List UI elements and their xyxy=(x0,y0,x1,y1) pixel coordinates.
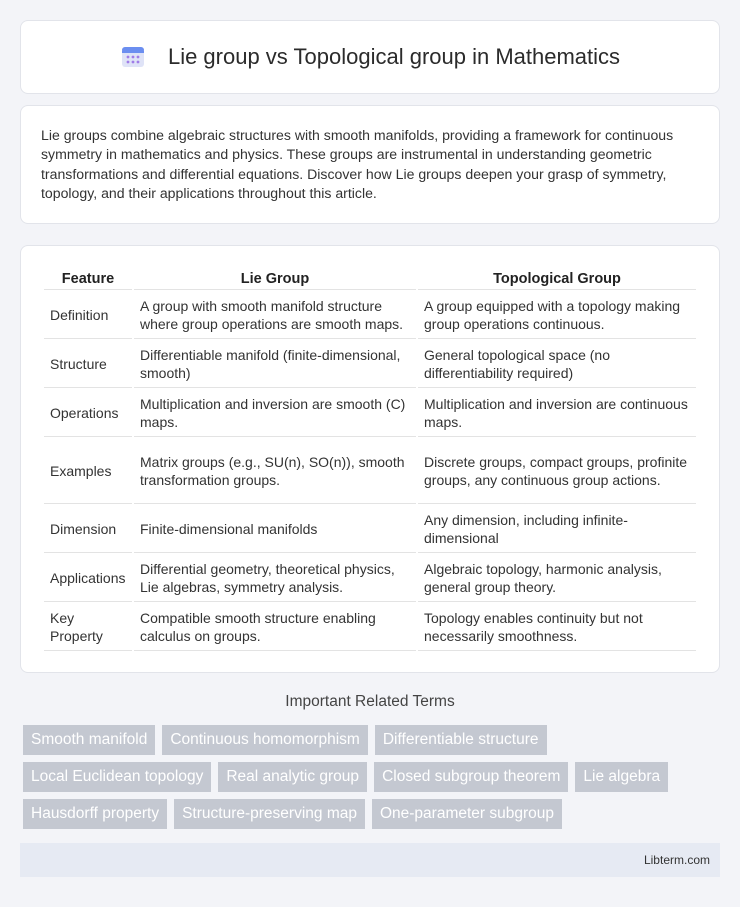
table-header-row xyxy=(44,266,696,290)
table-cell-topological: Multiplication and inversion are continuous maps. xyxy=(418,390,696,437)
related-term-tag[interactable]: Continuous homomorphism xyxy=(162,725,368,755)
comparison-table-card xyxy=(20,245,720,673)
related-terms-list xyxy=(23,725,723,829)
related-term-tag[interactable]: Structure-preserving map xyxy=(174,799,365,829)
related-term-tag[interactable]: Real analytic group xyxy=(218,762,367,792)
table-cell-feature: Dimension xyxy=(44,506,132,553)
footer-site-link[interactable]: Libterm.com xyxy=(643,853,710,867)
table-cell-feature: Key Property xyxy=(44,604,132,651)
table-cell-topological: A group equipped with a topology making group operations continuous. xyxy=(418,292,696,339)
table-cell-topological: Any dimension, including infinite-dimensional xyxy=(418,506,696,553)
table-row xyxy=(44,439,696,504)
table-cell-feature: Structure xyxy=(44,341,132,388)
table-cell-topological: Topology enables continuity but not necessarily smoothness. xyxy=(418,604,696,651)
table-cell-lie: Multiplication and inversion are smooth (C) maps. xyxy=(134,390,416,437)
comparison-table xyxy=(42,264,698,653)
table-row xyxy=(44,604,696,651)
table-cell-feature: Applications xyxy=(44,555,132,602)
table-cell-lie: A group with smooth manifold structure where group operations are smooth maps. xyxy=(134,292,416,339)
table-cell-topological: General topological space (no differentiability required) xyxy=(418,341,696,388)
table-cell-lie: Matrix groups (e.g., SU(n), SO(n)), smooth transformation groups. xyxy=(134,439,416,504)
table-cell-topological: Discrete groups, compact groups, profinite groups, any continuous group actions. xyxy=(418,439,696,504)
intro-card xyxy=(20,105,720,224)
page-title: Lie group vs Topological group in Mathematics xyxy=(167,44,621,69)
related-term-tag[interactable]: Closed subgroup theorem xyxy=(374,762,568,792)
related-term-tag[interactable]: Local Euclidean topology xyxy=(23,762,211,792)
table-row xyxy=(44,390,696,437)
related-term-tag[interactable]: Lie algebra xyxy=(575,762,668,792)
table-row xyxy=(44,555,696,602)
table-cell-feature: Definition xyxy=(44,292,132,339)
table-row xyxy=(44,341,696,388)
table-cell-lie: Finite-dimensional manifolds xyxy=(134,506,416,553)
calendar-grid-icon xyxy=(120,43,146,69)
column-header: Lie Group xyxy=(134,266,416,290)
related-term-tag[interactable]: Smooth manifold xyxy=(23,725,155,755)
related-terms-title: Important Related Terms xyxy=(285,693,455,710)
table-row xyxy=(44,506,696,553)
title-card xyxy=(20,20,720,94)
related-term-tag[interactable]: One-parameter subgroup xyxy=(372,799,562,829)
column-header: Topological Group xyxy=(418,266,696,290)
table-cell-feature: Operations xyxy=(44,390,132,437)
table-row xyxy=(44,292,696,339)
table-cell-lie: Compatible smooth structure enabling calculus on groups. xyxy=(134,604,416,651)
table-cell-lie: Differentiable manifold (finite-dimensional, smooth) xyxy=(134,341,416,388)
intro-text: Lie groups combine algebraic structures with smooth manifolds, providing a framework for continuous symmetry in mathematics and physics. These groups are instrumental in understanding geometric transformations and differential equations. Discover how Lie groups deepen your grasp of symmetry, topology, and their applications throughout this article. xyxy=(41,127,674,202)
table-cell-lie: Differential geometry, theoretical physics, Lie algebras, symmetry analysis. xyxy=(134,555,416,602)
table-cell-feature: Examples xyxy=(44,439,132,504)
column-header: Feature xyxy=(44,266,132,290)
table-cell-topological: Algebraic topology, harmonic analysis, general group theory. xyxy=(418,555,696,602)
footer xyxy=(20,843,720,877)
related-term-tag[interactable]: Hausdorff property xyxy=(23,799,167,829)
related-term-tag[interactable]: Differentiable structure xyxy=(375,725,547,755)
